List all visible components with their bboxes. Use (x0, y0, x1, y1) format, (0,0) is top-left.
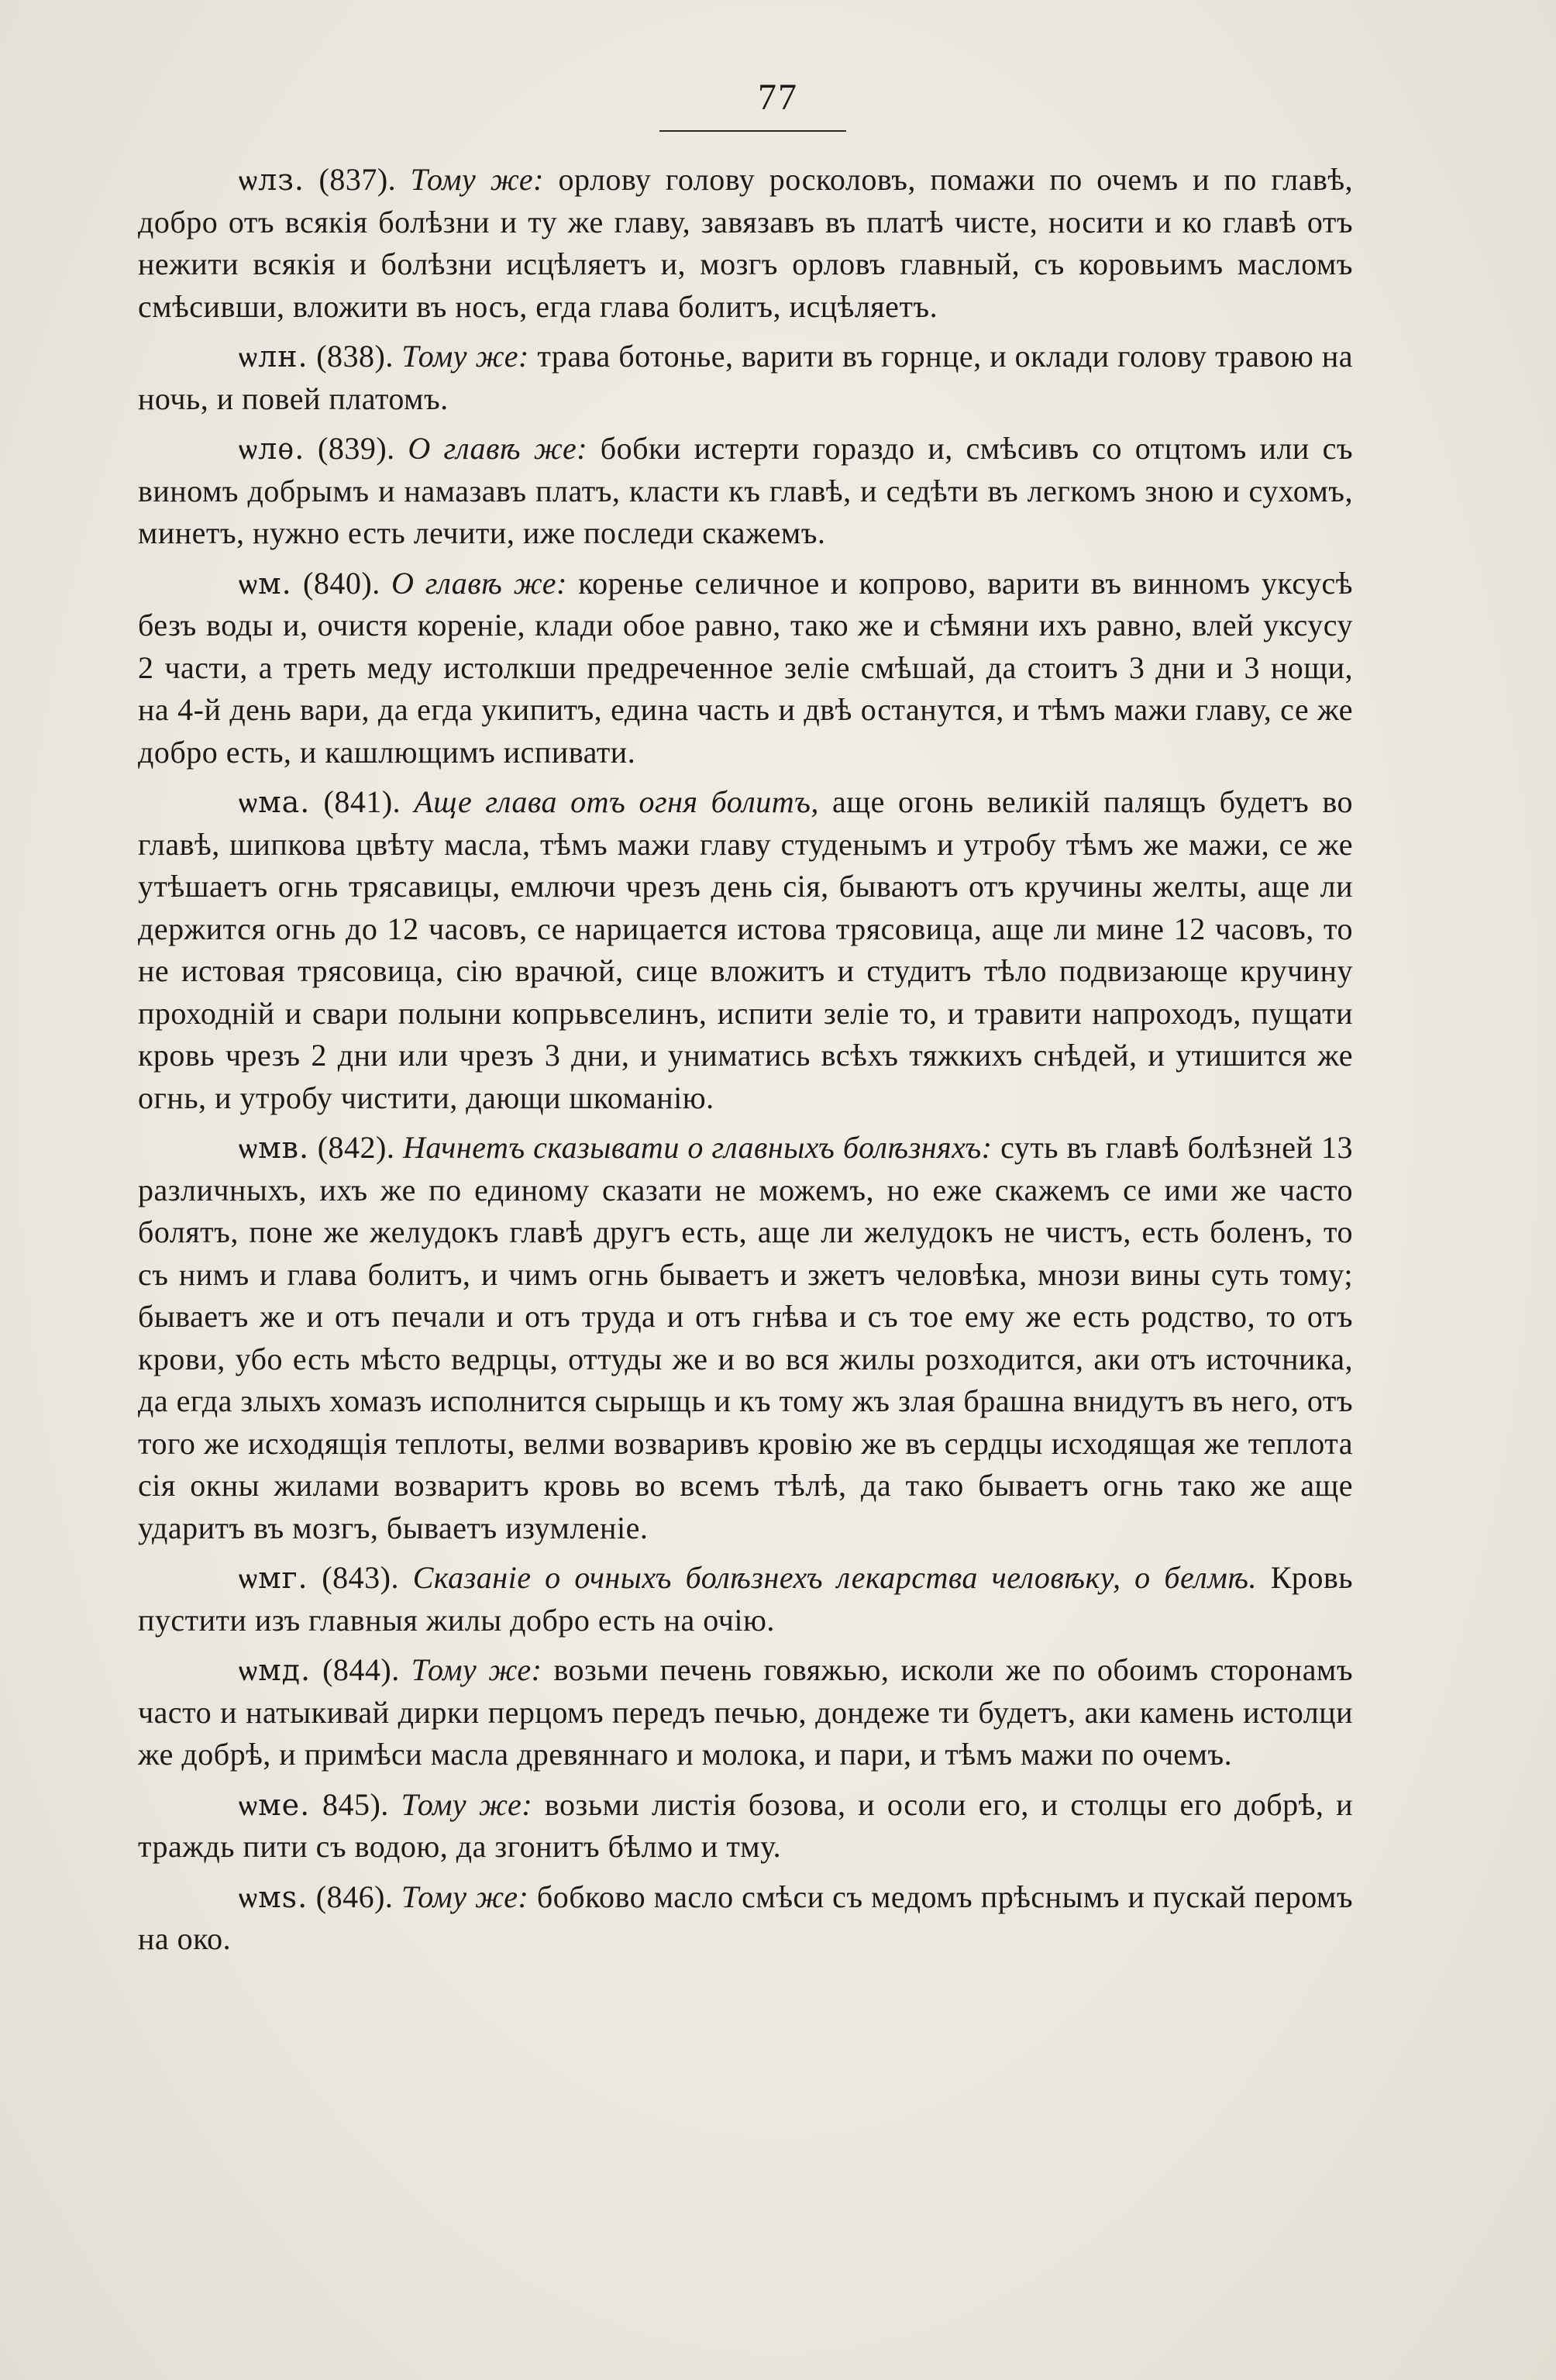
entry-ref: (839). (318, 431, 395, 466)
entry-841 (138, 781, 1353, 1119)
entry-ref: (846). (315, 1879, 394, 1914)
entry-title: Тому же: (401, 1786, 533, 1822)
entry-number: ѡлѳ. (239, 432, 305, 466)
entry-text: бобково масло смѣси съ медомъ прѣснымъ и пускай перомъ на око. (138, 1879, 1354, 1956)
entry-title: Тому же: (401, 1879, 529, 1914)
entry-title: Тому же: (401, 339, 529, 374)
entry-846 (138, 1876, 1353, 1961)
entry-ref: (844). (322, 1652, 400, 1687)
entry-text: бобки истерти гораздо и, смѣсивъ со отцтомъ или съ виномъ добрымъ и намазавъ платъ, класти къ главѣ, и седѣти въ легкомъ зною и сухомъ, минетъ, нужно есть лечити, иже последи скажемъ. (138, 431, 1353, 550)
entry-number: ѡма. (239, 785, 311, 819)
entry-number: ѡмв. (239, 1131, 310, 1165)
entry-title: О главѣ же: (408, 431, 588, 466)
entry-number: ѡлз. (239, 163, 305, 197)
entry-838 (138, 336, 1353, 420)
entry-839 (138, 428, 1353, 555)
entry-ref: (841). (323, 784, 401, 819)
entry-845 (138, 1784, 1353, 1869)
entry-text: коренье селичное и копрово, варити въ винномъ уксусѣ безъ воды и, очистя кореніе, клади обое равно, тако же и сѣмяни ихъ равно, влей уксусу 2 части, а треть меду истолкши предреченное зеліе смѣшай, да стоитъ 3 дни и 3 нощи, на 4-й день вари, да егда укипитъ, едина часть и двѣ останутся, и тѣмъ мажи главу, се же добро есть, и кашлющимъ испивати. (138, 565, 1354, 770)
entry-text: орлову голову росколовъ, помажи по очемъ и по главѣ, добро отъ всякія болѣзни и ту же главу, завязавъ въ платѣ чисте, носити и ко главѣ отъ нежити всякія и болѣзни исцѣляетъ и, мозгъ орловъ главный, съ коровьимъ масломъ смѣсивши, вложити въ носъ, егда глава болитъ, исцѣляетъ. (138, 162, 1354, 324)
entry-842 (138, 1127, 1353, 1549)
entry-ref: (837). (318, 162, 397, 197)
entry-title: Тому же: (410, 162, 544, 197)
entry-title: Сказаніе о очныхъ болѣзнехъ лекарства человѣку, о белмѣ. (412, 1560, 1257, 1595)
entry-text: трава ботонье, варити въ горнце, и оклади голову травою на ночь, и повей платомъ. (138, 339, 1354, 416)
header-rule (659, 130, 846, 132)
entry-number: ѡмг. (239, 1561, 308, 1595)
page-body (138, 159, 1353, 1968)
entry-title: Тому же: (411, 1652, 542, 1687)
entry-number: ѡлн. (239, 339, 308, 374)
entry-title: Начнетъ сказывати о главныхъ болѣзняхъ: (402, 1130, 993, 1165)
entry-text: суть въ главѣ болѣзней 13 различныхъ, ихъ же по единому сказати не можемъ, но еже скажемъ се ими же часто болятъ, поне же желудокъ главѣ другъ есть, аще ли желудокъ не чистъ, есть боленъ, то съ нимъ и глава болитъ, и чимъ огнь бываетъ и зжетъ человѣка, мнози вины суть тому; бываетъ же и отъ печали и отъ труда и отъ гнѣва и съ тое ему же есть родство, то отъ крови, убо есть мѣсто ведрцы, оттуды же и во вся жилы розходится, аки отъ источника, да егда злыхъ хомазъ исполнится сырыщь и къ тому жъ злая брашна внидутъ въ него, отъ того же исходящія теплоты, велми возваривъ кровію же въ сердцы исходящая же теплота сія окны жилами возваритъ кровь во всемъ тѣлѣ, да тако бываетъ огнь тако же аще ударитъ въ мозгъ, бываетъ изумленіе. (138, 1130, 1354, 1545)
entry-ref: (840). (303, 565, 380, 601)
entry-844 (138, 1649, 1353, 1776)
entry-title: Аще глава отъ огня болитъ, (414, 784, 819, 819)
entry-title: О главѣ же: (391, 565, 567, 601)
entry-text: возьми листія бозова, и осоли его, и столцы его добрѣ, и траждь пити съ водою, да згонитъ бѣлмо и тму. (138, 1786, 1354, 1864)
entry-ref: (838). (316, 339, 394, 374)
entry-ref: (843). (322, 1560, 399, 1595)
entry-number: ѡме. (239, 1787, 311, 1822)
entry-843 (138, 1557, 1353, 1641)
entry-ref: (842). (317, 1130, 395, 1165)
entry-number: ѡмѕ. (239, 1879, 308, 1914)
entry-text: возьми печень говяжью, исколи же по обоимъ сторонамъ часто и натыкивай дирки перцомъ передъ печью, дондеже ти будетъ, аки камень истолци же добрѣ, и примѣси масла древяннаго и молока, и пари, и тѣмъ мажи по очемъ. (138, 1652, 1353, 1772)
entry-text: аще огонь великій палящъ будетъ во главѣ, шипкова цвѣту масла, тѣмъ мажи главу студенымъ и утробу тѣмъ же мажи, се же утѣшаетъ огнь трясавицы, емлючи чрезъ день сія, бываютъ отъ кручины желты, аще ли держится огнь до 12 часовъ, се нарицается истова трясовица, аще ли мине 12 часовъ, то не истовая трясовица, сію врачюй, сице вложитъ и студитъ тѣло подвизающе кручину проходній и свари полыни копрьвселинъ, испити зеліе то, и травити напроходъ, пущати кровь чрезъ 2 дни или чрезъ 3 дни, и униматись всѣхъ тяжкихъ снѣдей, и утишится же огнь, и утробу чистити, дающи шкоманію. (138, 784, 1354, 1115)
entry-840 (138, 563, 1353, 774)
entry-number: ѡм. (239, 566, 292, 601)
entry-number: ѡмд. (239, 1653, 312, 1687)
entry-text: Кровь пустити изъ главныя жилы добро есть на очію. (138, 1560, 1353, 1638)
page-number: 77 (758, 77, 798, 118)
entry-837 (138, 159, 1353, 328)
entry-ref: 845). (322, 1786, 389, 1822)
